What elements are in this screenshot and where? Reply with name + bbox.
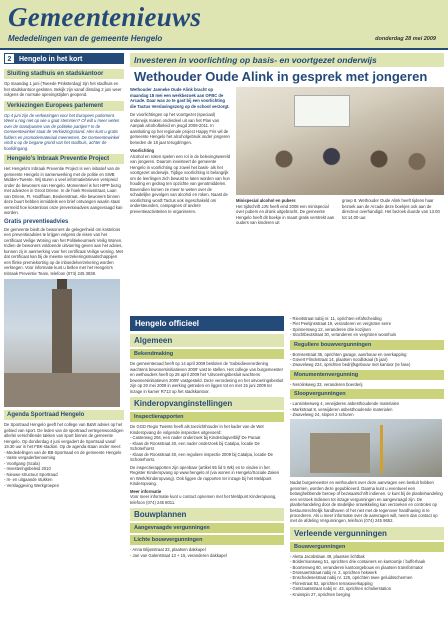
notice-title: Bouwplannen bbox=[130, 508, 284, 521]
notice-list-item: - Zwavelweg 24, slopen 2 schuren bbox=[290, 412, 354, 418]
feature-kicker: Investeren in voorlichting op basis- en voortgezet onderwijs bbox=[130, 53, 444, 67]
notice-subtitle: Monumentenvergunning bbox=[290, 370, 444, 380]
item-body: Op 4 juni zijn de verkiezingen voor het Europees parlement. Weet u nog niet op wie u gaat stemmen? Of wilt u meer weten over de standpunten van de politieke partijen? In de Gemeentewinkel staat de Verkiezingsstand. Hier kunt u gratis folders en promotiemateriaal meenemen. De Gemeentewinkel vindt u op de begane grond van het stadhuis, achter de hoofdingang. bbox=[4, 112, 120, 151]
notice-subhead: Meer informatie bbox=[130, 488, 162, 494]
notice-title: Kinderopvanginstellingen bbox=[130, 397, 284, 410]
item-title: Gratis preventieadvies bbox=[4, 218, 69, 225]
issue-date: donderdag 28 mei 2009 bbox=[375, 36, 436, 42]
feature-article bbox=[130, 53, 444, 226]
notice-list-item: - Enschedesestraat nabij nr. 125, oprichten twee geluidsschermen bbox=[290, 575, 413, 581]
item-title: Sluiting stadhuis en stadskantoor bbox=[4, 69, 124, 79]
feature-text: Het tijdschrift JJN heeft eind 2008 een minispecial over pubers en drank uitgebracht. De gemeente Hengelo heeft dit boekje in maart gratis verstrekt aan ouders van kinderen uit bbox=[236, 203, 335, 225]
notice-list-item: - Boortenweg 60, veranderen kantoorgebouw en plaatsen transformator bbox=[290, 564, 423, 570]
notice-body: De GGD Regio Twente heeft als toezichthouder in het kader van de Wet Kinderopvang de volgende inspecties uitgevoerd: bbox=[130, 424, 264, 435]
item-title: Agenda Sportraad Hengelo bbox=[4, 410, 124, 420]
feature-subhead: Minispecial alcohol en pubers bbox=[236, 198, 296, 203]
item-body: Het Hengelo's Inbraak Preventie Project is een initiatief van de gemeente Hengelo in samenwerking met de politie en SWB Midden-Twente. Wij sturen u veel informatiebrieven verspreid onder de bewoners van Hengelo. Momenteel is het HIPP bezig met adviezen in Groot Driene. In de hoek Reviusstraat, Laan van Driene, Ft. Hoofflaan, Beukenstraat. Alle bewoners binnen deze buurt hebben inmiddels een brief ontvangen waarin staat vermeld hoe kostenloos onze preventieadvies aangevraagd kan worden. bbox=[4, 166, 123, 215]
notice-list-item: - Markstraat 8, verwijderen asbesthoudende materialen bbox=[290, 406, 393, 412]
item-body: De Sportraad Hengelo geeft het college van B&W advies op het gebied van sport. De leden van de sportraad vertegenwoordigen allerlei verschillende takken van sport binnen de gemeente Hengelo. Op donderdag 4 juni vergadert de Sportraad vanaf 19.30 uur in het FBK-stadion. Op de agenda staan onder meer: bbox=[4, 422, 124, 449]
notice-subtitle: Sloopvergunningen bbox=[290, 389, 444, 399]
notice-body: De inspectierapporten zijn openbaar (artikel 65 lid 5 Wk) en te vinden in het Register Kinderopvang op www.hengelo.nl (via wonen in Hengelo/Sociale Zaken en Werk/Kinderopvang). Ook liggen de rapporten ter inzage bij het Meldpunt Kinderopvang. bbox=[130, 464, 280, 486]
notice-subtitle: Inspectierapporten bbox=[130, 412, 284, 422]
section-header bbox=[4, 53, 124, 64]
notice-list-item: - Drossaertstraat nabij nr. 2, oprichten hekwerk bbox=[290, 569, 377, 575]
notice-list-item: - Zwavelweg 224, oprichten bedrijfsgebouw met kantoor (Ie fase) bbox=[290, 362, 411, 368]
notice-list-item: - Kruisspin 27, oprichten berging bbox=[290, 591, 351, 597]
construction-photo bbox=[290, 419, 442, 477]
notice-subtitle: Reguliere bouwvergunningen bbox=[290, 340, 444, 350]
notice-subtitle: Bekendmaking bbox=[130, 349, 284, 359]
feature-intro: Wethouder Janneke Oude Alink bracht op maandag 18 mei een werkbezoek aan OFBC de Arcade. Daar was zo te gast bij een voorlichting die Tactus Verslavingszorg op de school verzorgt. bbox=[130, 87, 230, 109]
item-body: De gemeente biedt de bewoners de gelegenheid om kosteloos een preventieadvies te krijgen volgens de eisen van het certificaat Veilige Woning van het Politiekeurmerk Veilig Wonen. Indien de bewoners voldoende uitvoering geven aan het advies, kunnen zij in aanmerking voor het certificaat Veilige woning. Met dat certificaat kan bij de meeste verzekeringsmaatschappijen een flinke premiekorting op de inboedelverzekering worden verkregen. Voor informatie kunt u bellen met het Hengelo's Inbraak Preventie Team, telefoon (074) 245 3838. bbox=[4, 226, 123, 276]
feature-headline: Wethouder Oude Alink in gesprek met jongeren bbox=[134, 69, 428, 84]
notice-subtitle: Lichte bouwvergunningen bbox=[130, 535, 284, 545]
feature-subhead: Voorlichting bbox=[130, 148, 155, 153]
official-notices bbox=[130, 316, 444, 597]
agenda-item: - Voorlgang (Scala) bbox=[4, 460, 40, 466]
item-title: Hengelo's Inbraak Preventie Project bbox=[4, 154, 124, 164]
masthead-subtitle: Mededelingen van de gemeente Hengelo bbox=[8, 34, 163, 43]
notice-title: Algemeen bbox=[130, 334, 284, 347]
section-title: Hengelo in het kort bbox=[19, 56, 83, 63]
classroom-photo bbox=[236, 87, 444, 195]
notice-list-item: - Anna Blijosstraat 33, plaatsen dakkapel bbox=[130, 547, 206, 552]
notice-list-item: - Casterweg 294, een nader onderzoek bij Kinderdagverblijf De Paraat bbox=[130, 435, 261, 440]
notice-list-item: - Spinnersweg 12, veranderen drie kozijnen bbox=[290, 326, 371, 332]
agenda-item: - Verslaggeving Werkgroepen bbox=[4, 482, 60, 488]
notice-list-item: - Piet Peetijnsstraat 19, veranderen en vergroten serre bbox=[290, 321, 392, 327]
notice-list-item: - Rievitstraat nabij nr. 11, oprichten erfafscheiding bbox=[290, 316, 382, 321]
notice-subtitle: Bouwvergunningen bbox=[290, 542, 444, 552]
agenda-item: - In- en uitgaande stukken bbox=[4, 477, 53, 482]
notice-list-item: - Boldermansweg 51, oprichten drie containers en kantoortje / bufferhaak bbox=[290, 559, 426, 565]
notice-list-item: - Getszaatsstraat nabij nr. 43, oprichten scholierstation bbox=[290, 586, 392, 592]
page-number: 2 bbox=[4, 53, 15, 64]
notice-body: Voor meer informatie kunt u contact opnemen met het Meldpunt Kinderopvang, telefoon (074) 245 8011. bbox=[130, 494, 277, 505]
notice-list-item: - Lansinkesweg 4, verwijderen asbesthoudende materialen bbox=[290, 401, 400, 407]
agenda-item: - Mededelingen van de BB-Sportraad en de gemeente Hengelo bbox=[4, 449, 122, 455]
item-title: Verkiezingen Europees parlement bbox=[4, 101, 124, 111]
agenda-item: - Nieuwe structuur Sportraad bbox=[4, 471, 58, 477]
notice-list-item: - Nerolinkweg 33, veranderen boerderij bbox=[290, 381, 363, 387]
notice-list-item: - Govert Flinckstraat 14, plaatsen noodlokaal (5 jaar) bbox=[290, 357, 388, 363]
notice-list-item: - Jan van Galenstraat 13 + 15, veranderen dakkapel bbox=[130, 552, 227, 558]
official-header: Hengelo officieel bbox=[130, 316, 284, 331]
notice-list-item: - Klaas de Roosstraat 40, een nader onderzoek bij Catalpa, locatie De Schoterhorst bbox=[130, 440, 260, 451]
city-hall-photo bbox=[4, 279, 120, 407]
notice-list-item: - Klaas de Roosstraat 40, een reguliere inspectie 2009 bij Catalpa, locatie De Schoterhorst. bbox=[130, 451, 273, 462]
feature-column bbox=[130, 87, 231, 226]
feature-text: groep 8. Wethouder Oude Alink heeft tijdens haar bezoek aan de Arcade deze boekjes ook aan de directeur overhandigd. Het bezoek duurde van 13.00 tot 14.00 uur. bbox=[342, 198, 440, 220]
notice-list-item: - Florestraat 92, oprichten terrasoverkapping bbox=[290, 580, 373, 586]
notice-subtitle: Aangevraagde vergunningen bbox=[130, 523, 284, 533]
agenda-item: - Vaste vergaderbenoeming bbox=[4, 455, 56, 460]
notice-list-item: - Aletta Jacobslaan 49, plaatsen lichtbak bbox=[290, 553, 365, 559]
notice-list-item: - Bornsestraat 35, oprichten garage, aanrbouw en overkapping bbox=[290, 351, 407, 357]
masthead bbox=[0, 0, 448, 48]
feature-text: Alcohol en roken spelen een rol in de belevingswereld van jongeren. Daarom investeert de gemeente Hengelo in voorlichting op zowel het basis- als het voortgezet onderwijs. Tijdige voorlichting is belangrijk om de leerlingen zich bewust te laten worden van hun houding en gedrag ten opzichte van genotmiddelen. Bovendien komen ze meer te weten over de schadelijke gevolgen van alcohol en roken. Naast de voorlichting wordt Tactus ook ingeschakeld om ondersteunden, campagnes of andere preventieactiviteiten te organiseren. bbox=[130, 153, 231, 214]
masthead-rule bbox=[0, 48, 448, 50]
notice-body: Nadat burgemeester en wethouders over deze aanvragen een besluit hebben genomen, worden deze gepubliceerd. Daarna kunt u eventueel een belanghebbende beroep of bezwaarschrift indienen. U kunt bij de planbehandeling een verzoek indienen tot inzage vergunningen en aangevraagd zijn. De planbehandeling door de stedelijke ontwikkeling kan verzoeken en controles op bestuursrechtelijk handhaven of het niet met de tegenover handhaving in te procederen. Als u meer informatie over de aanvragen wilt, neem dan contact op met de afdeling Vergunningen, telefoon (074) 245 9652. bbox=[290, 480, 443, 524]
notice-body: De gemeenteraad heeft op 14 april 2009 besloten de 'Subsidieverordening wachtens bewonersinitiatieven 2009' vast te stellen. Het college van burgemeester en wethouders heeft op 28 april 2009 het 'Uitvoeringsbesluit wachtens bewonersinitiatieven 2009' vastgesteld. Deze verordening en het uitvoeringsbesluit zijn op 20 mei 2009 in werking getreden en liggen tot en met 15 juni 2009 ter inzage in kamer R713 op het stadskantoor. bbox=[130, 361, 284, 394]
masthead-title: Gemeentenieuws bbox=[8, 2, 202, 32]
left-column bbox=[4, 66, 124, 488]
notice-title: Verleende vergunningen bbox=[290, 527, 444, 540]
notice-list-item: - Stochtbeutstraat 30, veranderen en vergroten woonhuis bbox=[290, 332, 396, 338]
agenda-item: - Investeringsbeleid 2010 bbox=[4, 466, 51, 471]
item-body: Op maandag 1 juni (Tweede Pinksterdag) zijn het stadhuis en het stadskantoor gesloten. Bekijk zijn vanaf dinsdag 2 juni weer volgens de normale openingstijden geopend. bbox=[4, 81, 122, 97]
feature-text: De voorlichtingen op het voortgezet (speciaal) onderwijs maken onderdeel uit van het Plan van Aanpak alcoholbeleid en jeugd 2008-2011. In aansluiting op het regionale project Happy Fris wil de gemeente Hengelo het alcoholgebruik onder jongeren beneden de 18 jaar terugdringen. bbox=[130, 112, 230, 145]
